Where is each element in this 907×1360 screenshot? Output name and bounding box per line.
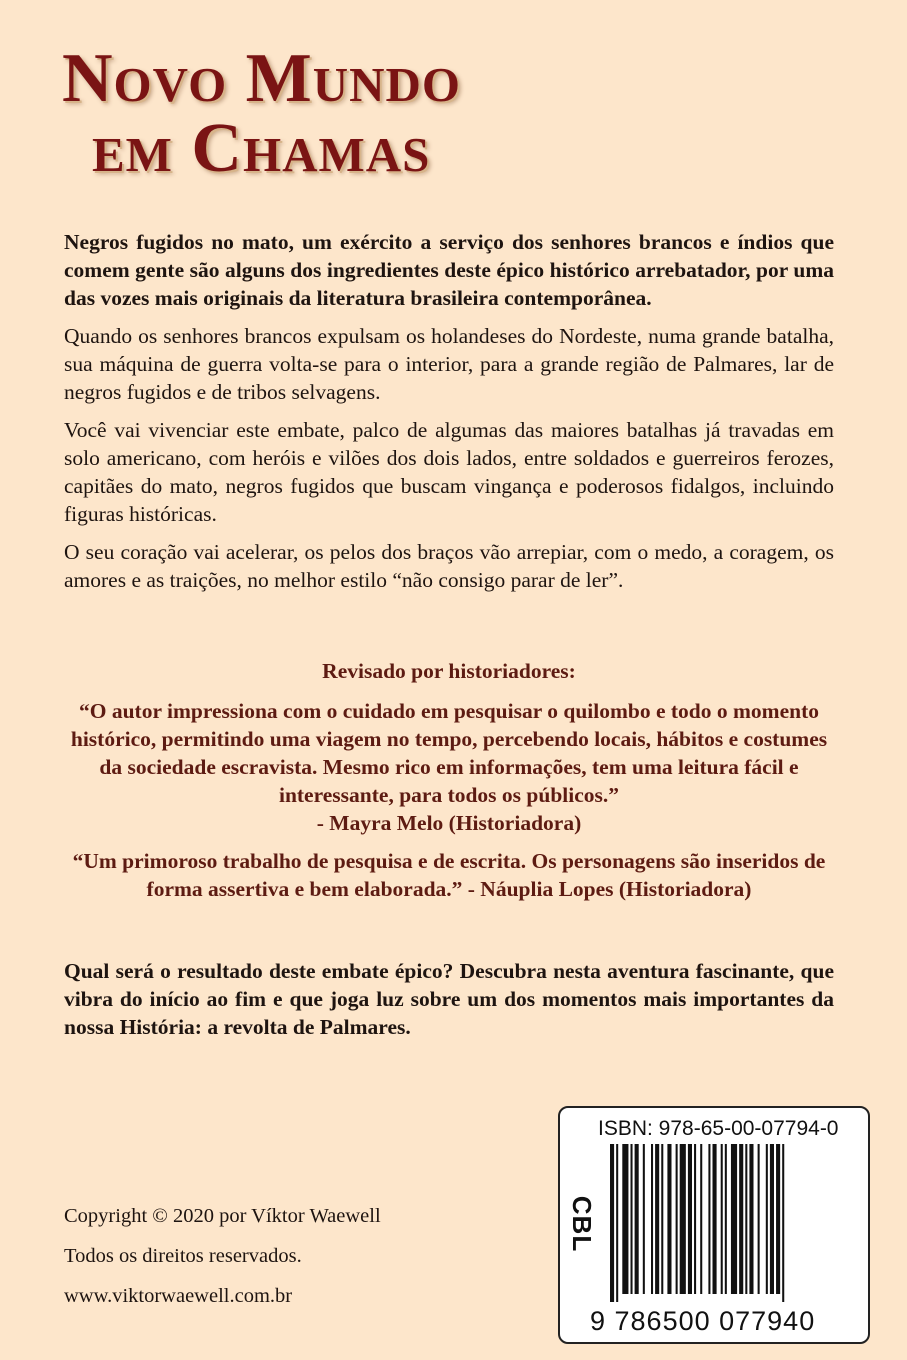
cbl-logo-text: CBL — [567, 1195, 597, 1253]
barcode-bar — [610, 1144, 614, 1302]
barcode-bar — [688, 1144, 692, 1294]
barcode-bar — [680, 1144, 686, 1294]
review-quote-2: “Um primoroso trabalho de pesquisa e de escrita. Os personagens são inseridos de forma assertiva e bem elaborada.” - Náuplia Lopes (Historiadora) — [72, 849, 826, 901]
barcode-bar — [622, 1144, 628, 1294]
barcode-bar — [700, 1144, 702, 1294]
review-quote-1 — [64, 697, 834, 837]
website-link[interactable]: www.viktorwaewell.com.br — [64, 1285, 293, 1307]
title-line-2: em Chamas — [92, 110, 431, 187]
cbl-logo — [565, 1196, 599, 1256]
barcode-bar — [776, 1144, 780, 1294]
barcode-bar — [739, 1144, 743, 1294]
synopsis-paragraph-3: O seu coração vai acelerar, os pelos dos braços vão arrepiar, com o medo, a coragem, os amores e as traições, no melhor estilo “não consigo parar de ler”. — [64, 540, 834, 592]
reviews-heading: Revisado por historiadores: — [322, 659, 576, 683]
rights-text: Todos os direitos reservados. — [64, 1245, 302, 1267]
barcode-bar — [694, 1144, 696, 1294]
barcode-bar — [655, 1144, 659, 1294]
barcode-bar — [770, 1144, 774, 1294]
synopsis-paragraph-1: Quando os senhores brancos expulsam os holandeses do Nordeste, numa grande batalha, sua máquina de guerra volta-se para o interior, para a grande região de Palmares, lar de negros fugidos e de tribos selvagens. — [64, 324, 834, 404]
barcode-bar — [651, 1144, 653, 1294]
barcode-bar — [643, 1144, 645, 1294]
barcode-bar — [749, 1144, 753, 1294]
isbn-barcode-box — [558, 1106, 870, 1344]
barcode-bar — [758, 1144, 760, 1294]
barcode-bar — [731, 1144, 737, 1294]
copyright-text: Copyright © 2020 por Víktor Waewell — [64, 1205, 381, 1227]
barcode-bar — [676, 1144, 678, 1294]
barcode-bar — [661, 1144, 663, 1294]
review-quote-1-text: “O autor impressiona com o cuidado em pesquisar o quilombo e todo o momento histórico, permitindo uma viagem no tempo, percebendo locais, hábitos e costumes da sociedade escravista. Mesmo rico em informações, tem uma leitura fácil e interessante, para todos os públicos.” — [70, 699, 828, 807]
barcode-bar — [766, 1144, 768, 1294]
book-title — [62, 40, 462, 187]
copyright-footer — [64, 1202, 381, 1322]
isbn-label: ISBN: 978-65-00-07794-0 — [598, 1117, 839, 1140]
barcode-bar — [635, 1144, 639, 1294]
closing-paragraph: Qual será o resultado deste embate épico? Descubra nesta aventura fascinante, que vibra do início ao fim e que joga luz sobre um dos momentos mais importantes da nossa História: a revolta de Palmares. — [64, 959, 834, 1039]
barcode-bar — [708, 1144, 710, 1294]
review-quote-1-author: - Mayra Melo (Historiadora) — [316, 811, 582, 835]
barcode-bar — [721, 1144, 723, 1294]
reviews-section — [64, 657, 834, 913]
barcode-bar — [782, 1144, 784, 1302]
barcode-bar — [745, 1144, 747, 1294]
barcode-bar — [725, 1144, 727, 1294]
barcode-bar — [616, 1144, 618, 1302]
barcode-bars — [610, 1144, 840, 1302]
barcode-bar — [713, 1144, 717, 1294]
title-line-1: Novo Mundo — [62, 40, 462, 117]
synopsis-paragraph-2: Você vai vivenciar este embate, palco de algumas das maiores batalhas já travadas em solo americano, com heróis e vilões dos dois lados, entre soldados e guerreiros ferozes, capitães do mato, negros fugidos que buscam vingança e poderosos fidalgos, incluindo figuras históricas. — [64, 418, 834, 526]
barcode-bar — [631, 1144, 633, 1294]
barcode-digits: 9 786500 077940 — [590, 1306, 816, 1336]
synopsis-lead: Negros fugidos no mato, um exército a serviço dos senhores brancos e índios que comem gente são alguns dos ingredientes deste épico histórico arrebatador, por uma das vozes mais originais da literatura brasileira contemporânea. — [64, 230, 834, 310]
barcode-bar — [667, 1144, 671, 1294]
synopsis — [64, 228, 834, 604]
